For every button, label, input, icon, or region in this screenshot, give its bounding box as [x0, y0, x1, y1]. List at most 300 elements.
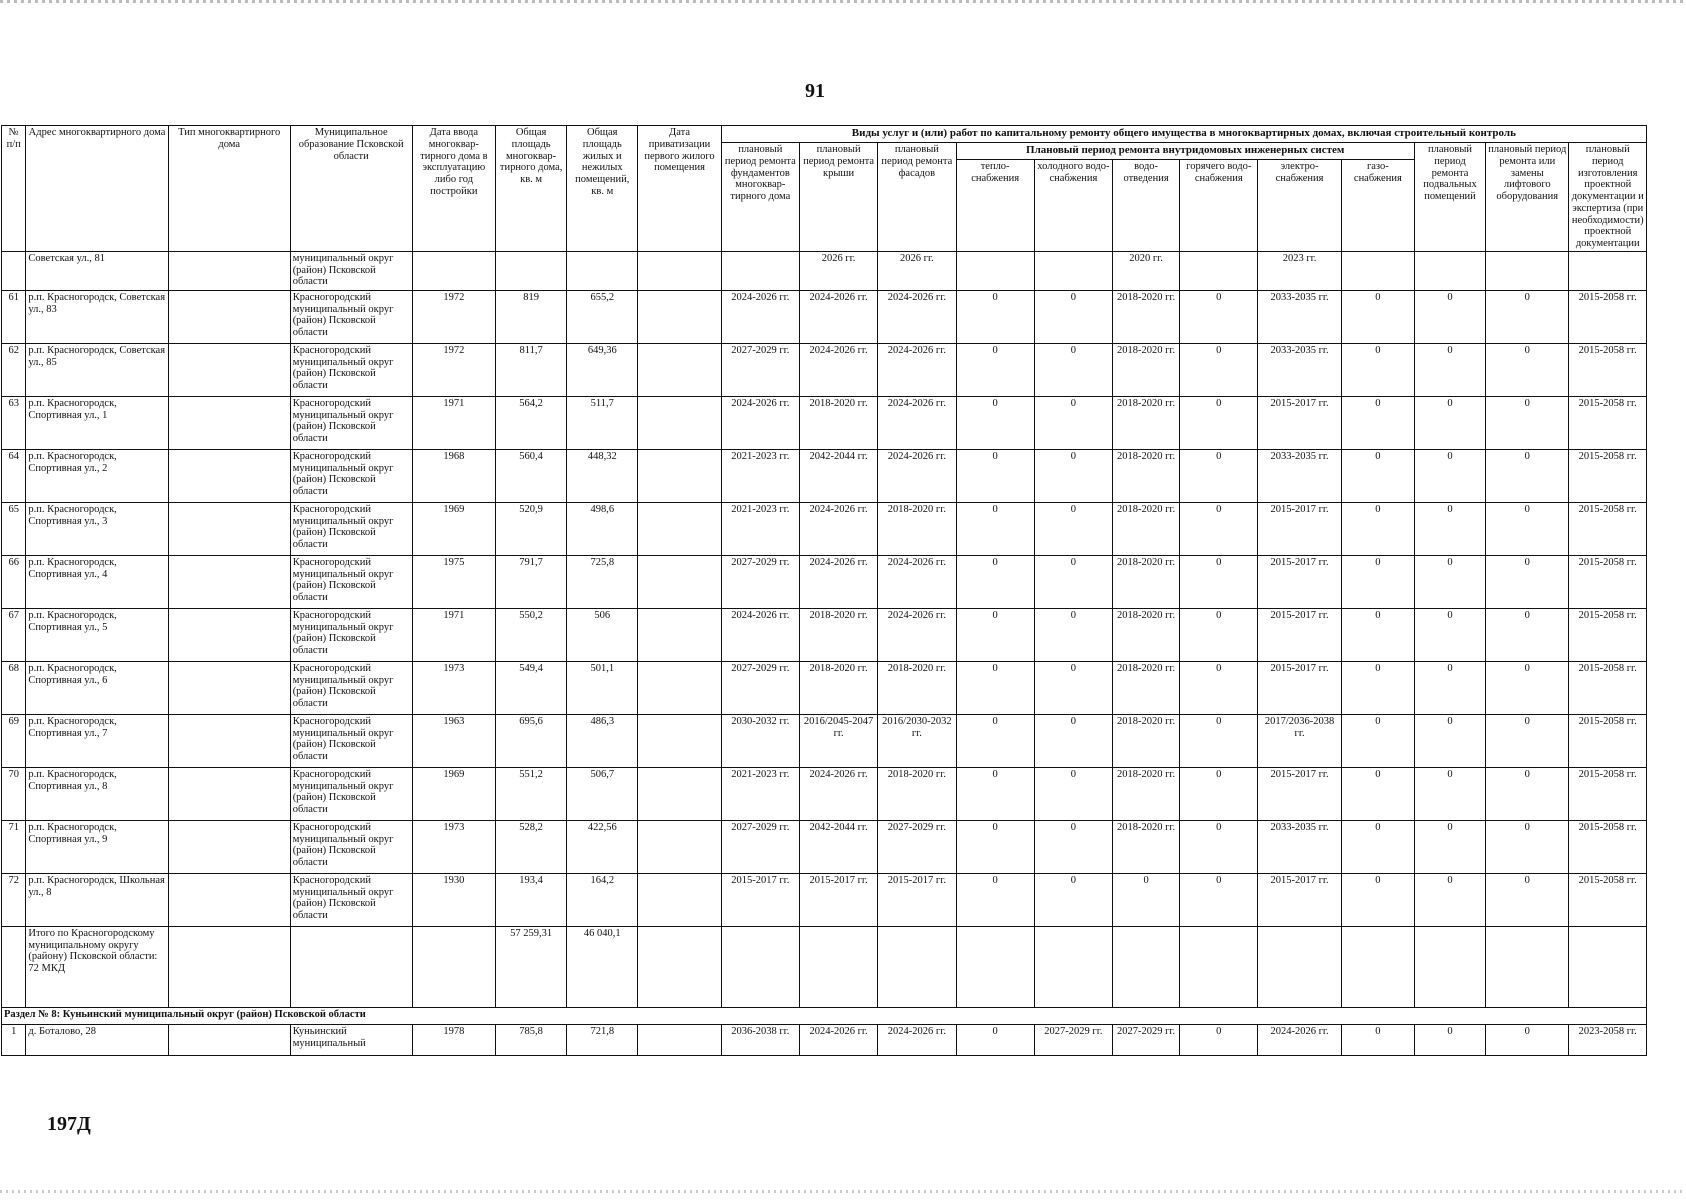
cell-foundation: 2024-2026 гг. — [721, 396, 799, 449]
cell-facade: 2027-2029 гг. — [878, 820, 956, 873]
cell-address: р.п. Красногородск, Спортивная ул., 6 — [26, 661, 168, 714]
cell-type — [168, 449, 290, 502]
cell-cold-water: 0 — [1034, 290, 1112, 343]
cell-type — [168, 714, 290, 767]
cell-roof: 2018-2020 гг. — [799, 661, 877, 714]
cell-total-area: 564,2 — [496, 396, 567, 449]
cell-num: 70 — [2, 767, 26, 820]
cell-roof: 2016/2045-2047 гг. — [799, 714, 877, 767]
cell-facade: 2024-2026 гг. — [878, 290, 956, 343]
table-header-row-1 — [2, 126, 1647, 143]
cell-municipality: Красногородский муниципальный округ (район) Псковской области — [290, 555, 412, 608]
cell-electricity: 2015-2017 гг. — [1258, 502, 1341, 555]
cell-basement: 0 — [1414, 502, 1485, 555]
cell-hot-water: 0 — [1180, 343, 1258, 396]
cell-address: р.п. Красногородск, Советская ул., 83 — [26, 290, 168, 343]
cell-num: 61 — [2, 290, 26, 343]
cell-living-area: 655,2 — [567, 290, 638, 343]
cell-basement: 0 — [1414, 555, 1485, 608]
cell-heating: 0 — [956, 396, 1034, 449]
header-works-group: Виды услуг и (или) работ по капитальному ремонту общего имущества в многоквартирных домах, включая строительный контроль — [721, 126, 1646, 143]
cell-num: 71 — [2, 820, 26, 873]
cell-roof: 2026 гг. — [799, 251, 877, 290]
cell-electricity: 2015-2017 гг. — [1258, 873, 1341, 926]
cell-facade: 2018-2020 гг. — [878, 767, 956, 820]
cell-facade: 2024-2026 гг. — [878, 449, 956, 502]
cell-year: 1971 — [412, 396, 495, 449]
table-row — [2, 449, 1647, 502]
cell-total-area: 549,4 — [496, 661, 567, 714]
cell-foundation: 2027-2029 гг. — [721, 820, 799, 873]
cell-roof: 2024-2026 гг. — [799, 767, 877, 820]
cell-basement: 0 — [1414, 820, 1485, 873]
cell-privatization — [638, 449, 721, 502]
cell-heating: 0 — [956, 714, 1034, 767]
table-row — [2, 608, 1647, 661]
cell-elevator: 0 — [1486, 714, 1569, 767]
cell-heating: 0 — [956, 1024, 1034, 1055]
cell-hot-water: 0 — [1180, 555, 1258, 608]
scan-edge-top — [0, 0, 1686, 3]
cell-foundation: 2036-2038 гг. — [721, 1024, 799, 1055]
cell-hot-water: 0 — [1180, 661, 1258, 714]
cell-cold-water: 0 — [1034, 873, 1112, 926]
cell-total-area: 785,8 — [496, 1024, 567, 1055]
cell-gas: 0 — [1341, 714, 1414, 767]
header-municipality: Муниципальное образование Псковской области — [290, 126, 412, 252]
cell-living-area: 721,8 — [567, 1024, 638, 1055]
cell-year: 1978 — [412, 1024, 495, 1055]
cell-address: р.п. Красногородск, Спортивная ул., 1 — [26, 396, 168, 449]
cell-privatization — [638, 873, 721, 926]
cell-living-area: 448,32 — [567, 449, 638, 502]
cell-gas: 0 — [1341, 502, 1414, 555]
header-gas: газо-снабжения — [1341, 159, 1414, 251]
cell-num: 64 — [2, 449, 26, 502]
cell-electricity: 2033-2035 гг. — [1258, 820, 1341, 873]
cell-elevator: 0 — [1486, 290, 1569, 343]
cell-num: 1 — [2, 1024, 26, 1055]
cell-cold-water: 0 — [1034, 502, 1112, 555]
cell-hot-water: 0 — [1180, 767, 1258, 820]
cell-sewerage: 2018-2020 гг. — [1113, 290, 1180, 343]
cell-cold-water: 0 — [1034, 714, 1112, 767]
cell-design-docs: 2015-2058 гг. — [1569, 608, 1647, 661]
table-row-section — [2, 1007, 1647, 1024]
cell-year: 1930 — [412, 873, 495, 926]
cell-year: 1973 — [412, 820, 495, 873]
table-row — [2, 873, 1647, 926]
cell-living-area: 511,7 — [567, 396, 638, 449]
cell-facade: 2024-2026 гг. — [878, 1024, 956, 1055]
cell-gas: 0 — [1341, 873, 1414, 926]
cell-total-area: 819 — [496, 290, 567, 343]
cell-privatization — [638, 502, 721, 555]
cell-elevator: 0 — [1486, 661, 1569, 714]
cell-total-area: 551,2 — [496, 767, 567, 820]
cell-hot-water: 0 — [1180, 608, 1258, 661]
cell-design-docs: 2015-2058 гг. — [1569, 502, 1647, 555]
cell-heating: 0 — [956, 555, 1034, 608]
cell-basement: 0 — [1414, 343, 1485, 396]
cell-type — [168, 555, 290, 608]
document-code: 197Д — [47, 1113, 91, 1135]
cell-electricity: 2024-2026 гг. — [1258, 1024, 1341, 1055]
cell-sewerage: 2018-2020 гг. — [1113, 714, 1180, 767]
cell-num: 69 — [2, 714, 26, 767]
cell-roof: 2042-2044 гг. — [799, 449, 877, 502]
header-systems-group: Плановый период ремонта внутридомовых инженерных систем — [956, 143, 1414, 160]
cell-basement: 0 — [1414, 608, 1485, 661]
table-row-total — [2, 926, 1647, 1007]
header-commission-date: Дата ввода многоквар-тирного дома в эксплуатацию либо год постройки — [412, 126, 495, 252]
cell-electricity: 2015-2017 гг. — [1258, 661, 1341, 714]
cell-design-docs: 2015-2058 гг. — [1569, 661, 1647, 714]
table-row — [2, 343, 1647, 396]
cell-gas: 0 — [1341, 661, 1414, 714]
cell-year: 1973 — [412, 661, 495, 714]
cell-foundation: 2021-2023 гг. — [721, 502, 799, 555]
cell-sewerage: 2018-2020 гг. — [1113, 555, 1180, 608]
cell-total-area: 528,2 — [496, 820, 567, 873]
cell-heating: 0 — [956, 661, 1034, 714]
table-row — [2, 820, 1647, 873]
cell-hot-water: 0 — [1180, 1024, 1258, 1055]
cell-num: 67 — [2, 608, 26, 661]
cell-roof: 2015-2017 гг. — [799, 873, 877, 926]
cell-electricity: 2033-2035 гг. — [1258, 449, 1341, 502]
cell-basement: 0 — [1414, 290, 1485, 343]
cell-municipality: Красногородский муниципальный округ (район) Псковской области — [290, 449, 412, 502]
header-basement: плановый период ремонта подвальных помещений — [1414, 143, 1485, 252]
cell-design-docs: 2015-2058 гг. — [1569, 449, 1647, 502]
cell-elevator: 0 — [1486, 873, 1569, 926]
cell-facade: 2016/2030-2032 гг. — [878, 714, 956, 767]
cell-address: Советская ул., 81 — [26, 251, 168, 290]
table-row-continued — [2, 251, 1647, 290]
header-design-docs: плановый период изготовления проектной документации и экспертиза (при необходимости) проектной документации — [1569, 143, 1647, 252]
cell-privatization — [638, 661, 721, 714]
cell-gas: 0 — [1341, 396, 1414, 449]
cell-sewerage: 2018-2020 гг. — [1113, 820, 1180, 873]
cell-total-area: 791,7 — [496, 555, 567, 608]
header-living-area: Общая площадь жилых и нежилых помещений, кв. м — [567, 126, 638, 252]
cell-total-area: 193,4 — [496, 873, 567, 926]
cell-cold-water: 0 — [1034, 555, 1112, 608]
cell-elevator: 0 — [1486, 767, 1569, 820]
cell-address: р.п. Красногородск, Спортивная ул., 5 — [26, 608, 168, 661]
cell-municipality: Красногородский муниципальный округ (район) Псковской области — [290, 343, 412, 396]
table-row — [2, 1024, 1647, 1055]
cell-type — [168, 343, 290, 396]
cell-type — [168, 767, 290, 820]
table-row — [2, 396, 1647, 449]
cell-cold-water: 0 — [1034, 449, 1112, 502]
cell-address: р.п. Красногородск, Спортивная ул., 2 — [26, 449, 168, 502]
cell-privatization — [638, 767, 721, 820]
cell-foundation: 2027-2029 гг. — [721, 555, 799, 608]
cell-facade: 2024-2026 гг. — [878, 396, 956, 449]
cell-heating: 0 — [956, 343, 1034, 396]
cell-elevator: 0 — [1486, 608, 1569, 661]
cell-total-area: 560,4 — [496, 449, 567, 502]
cell-electricity: 2015-2017 гг. — [1258, 608, 1341, 661]
cell-design-docs: 2015-2058 гг. — [1569, 343, 1647, 396]
cell-roof: 2018-2020 гг. — [799, 396, 877, 449]
cell-foundation: 2021-2023 гг. — [721, 449, 799, 502]
cell-cold-water: 0 — [1034, 820, 1112, 873]
cell-cold-water: 0 — [1034, 661, 1112, 714]
cell-heating: 0 — [956, 820, 1034, 873]
cell-municipality: Красногородский муниципальный округ (район) Псковской области — [290, 714, 412, 767]
cell-num: 72 — [2, 873, 26, 926]
header-hot-water: горячего водо-снабжения — [1180, 159, 1258, 251]
cell-num: 63 — [2, 396, 26, 449]
cell-living-area: 649,36 — [567, 343, 638, 396]
cell-foundation: 2024-2026 гг. — [721, 290, 799, 343]
cell-design-docs: 2015-2058 гг. — [1569, 767, 1647, 820]
cell-address: р.п. Красногородск, Спортивная ул., 3 — [26, 502, 168, 555]
cell-municipality: Красногородский муниципальный округ (район) Псковской области — [290, 820, 412, 873]
cell-hot-water: 0 — [1180, 873, 1258, 926]
cell-total-area: 550,2 — [496, 608, 567, 661]
cell-design-docs: 2015-2058 гг. — [1569, 290, 1647, 343]
cell-total-area: 811,7 — [496, 343, 567, 396]
cell-living-area: 725,8 — [567, 555, 638, 608]
cell-design-docs: 2015-2058 гг. — [1569, 396, 1647, 449]
cell-sewerage: 2018-2020 гг. — [1113, 608, 1180, 661]
cell-roof: 2024-2026 гг. — [799, 502, 877, 555]
section-label: Раздел № 8: Куньинский муниципальный округ (район) Псковской области — [2, 1007, 1647, 1024]
cell-heating: 0 — [956, 767, 1034, 820]
cell-hot-water: 0 — [1180, 290, 1258, 343]
cell-sewerage: 2018-2020 гг. — [1113, 502, 1180, 555]
cell-cold-water: 0 — [1034, 767, 1112, 820]
cell-privatization — [638, 820, 721, 873]
cell-municipality: Красногородский муниципальный округ (район) Псковской области — [290, 396, 412, 449]
cell-basement: 0 — [1414, 661, 1485, 714]
cell-sewerage: 2027-2029 гг. — [1113, 1024, 1180, 1055]
cell-address: р.п. Красногородск, Спортивная ул., 9 — [26, 820, 168, 873]
cell-living-area: 501,1 — [567, 661, 638, 714]
header-total-area: Общая площадь многоквар-тирного дома, кв. м — [496, 126, 567, 252]
cell-sewerage: 2018-2020 гг. — [1113, 767, 1180, 820]
cell-design-docs: 2015-2058 гг. — [1569, 714, 1647, 767]
table-row — [2, 555, 1647, 608]
cell-sewerage: 2018-2020 гг. — [1113, 343, 1180, 396]
table-row — [2, 661, 1647, 714]
cell-electricity: 2033-2035 гг. — [1258, 290, 1341, 343]
cell-roof: 2024-2026 гг. — [799, 343, 877, 396]
cell-hot-water: 0 — [1180, 820, 1258, 873]
cell-living-area: 164,2 — [567, 873, 638, 926]
cell-facade: 2026 гг. — [878, 251, 956, 290]
cell-municipality: Красногородский муниципальный округ (район) Псковской области — [290, 873, 412, 926]
cell-sewerage: 2018-2020 гг. — [1113, 449, 1180, 502]
header-privatization-date: Дата приватизации первого жилого помещения — [638, 126, 721, 252]
cell-heating: 0 — [956, 449, 1034, 502]
cell-address: р.п. Красногородск, Спортивная ул., 4 — [26, 555, 168, 608]
table-row — [2, 714, 1647, 767]
total-living-area: 46 040,1 — [567, 926, 638, 1007]
cell-privatization — [638, 555, 721, 608]
header-sewerage: водо-отведения — [1113, 159, 1180, 251]
cell-cold-water: 2027-2029 гг. — [1034, 1024, 1112, 1055]
cell-hot-water: 0 — [1180, 714, 1258, 767]
cell-design-docs: 2015-2058 гг. — [1569, 820, 1647, 873]
cell-sewerage: 2018-2020 гг. — [1113, 396, 1180, 449]
total-area: 57 259,31 — [496, 926, 567, 1007]
cell-num: 65 — [2, 502, 26, 555]
cell-sewerage: 0 — [1113, 873, 1180, 926]
cell-gas: 0 — [1341, 555, 1414, 608]
cell-living-area: 506,7 — [567, 767, 638, 820]
cell-elevator: 0 — [1486, 396, 1569, 449]
cell-municipality: Куньинский муниципальный — [290, 1024, 412, 1055]
cell-roof: 2042-2044 гг. — [799, 820, 877, 873]
cell-foundation: 2024-2026 гг. — [721, 608, 799, 661]
cell-elevator: 0 — [1486, 820, 1569, 873]
cell-foundation: 2015-2017 гг. — [721, 873, 799, 926]
cell-type — [168, 608, 290, 661]
cell-electricity: 2023 гг. — [1258, 251, 1341, 290]
cell-num: 66 — [2, 555, 26, 608]
cell-privatization — [638, 343, 721, 396]
cell-privatization — [638, 1024, 721, 1055]
cell-facade: 2015-2017 гг. — [878, 873, 956, 926]
cell-living-area: 422,56 — [567, 820, 638, 873]
cell-roof: 2018-2020 гг. — [799, 608, 877, 661]
cell-year: 1969 — [412, 502, 495, 555]
header-roof: плановый период ремонта крыши — [799, 143, 877, 252]
cell-num: 68 — [2, 661, 26, 714]
cell-year: 1972 — [412, 290, 495, 343]
cell-municipality: Красногородский муниципальный округ (район) Псковской области — [290, 608, 412, 661]
cell-year: 1971 — [412, 608, 495, 661]
cell-gas: 0 — [1341, 767, 1414, 820]
cell-heating: 0 — [956, 608, 1034, 661]
cell-elevator: 0 — [1486, 343, 1569, 396]
cell-roof: 2024-2026 гг. — [799, 1024, 877, 1055]
cell-address: р.п. Красногородск, Спортивная ул., 7 — [26, 714, 168, 767]
cell-type — [168, 820, 290, 873]
cell-year: 1972 — [412, 343, 495, 396]
cell-basement: 0 — [1414, 1024, 1485, 1055]
cell-electricity: 2015-2017 гг. — [1258, 767, 1341, 820]
cell-facade: 2018-2020 гг. — [878, 502, 956, 555]
cell-foundation: 2030-2032 гг. — [721, 714, 799, 767]
cell-elevator: 0 — [1486, 449, 1569, 502]
header-cold-water: холодного водо-снабжения — [1034, 159, 1112, 251]
cell-type — [168, 661, 290, 714]
cell-type — [168, 873, 290, 926]
cell-municipality: Красногородский муниципальный округ (район) Псковской области — [290, 661, 412, 714]
cell-gas: 0 — [1341, 449, 1414, 502]
cell-heating: 0 — [956, 502, 1034, 555]
table-body-rows — [2, 290, 1647, 926]
cell-elevator: 0 — [1486, 502, 1569, 555]
cell-year: 1969 — [412, 767, 495, 820]
cell-electricity: 2033-2035 гг. — [1258, 343, 1341, 396]
cell-facade: 2024-2026 гг. — [878, 555, 956, 608]
cell-cold-water: 0 — [1034, 608, 1112, 661]
cell-gas: 0 — [1341, 343, 1414, 396]
cell-facade: 2018-2020 гг. — [878, 661, 956, 714]
cell-roof: 2024-2026 гг. — [799, 555, 877, 608]
table-row — [2, 502, 1647, 555]
cell-electricity: 2017/2036-2038 гг. — [1258, 714, 1341, 767]
header-foundation: плановый период ремонта фундаментов многоквар-тирного дома — [721, 143, 799, 252]
cell-basement: 0 — [1414, 396, 1485, 449]
cell-address: р.п. Красногородск, Спортивная ул., 8 — [26, 767, 168, 820]
cell-facade: 2024-2026 гг. — [878, 608, 956, 661]
cell-sewerage: 2020 гг. — [1113, 251, 1180, 290]
cell-design-docs: 2023-2058 гг. — [1569, 1024, 1647, 1055]
cell-type — [168, 502, 290, 555]
cell-hot-water: 0 — [1180, 396, 1258, 449]
header-heating: тепло-снабжения — [956, 159, 1034, 251]
cell-privatization — [638, 714, 721, 767]
header-electricity: электро-снабжения — [1258, 159, 1341, 251]
cell-design-docs: 2015-2058 гг. — [1569, 873, 1647, 926]
cell-electricity: 2015-2017 гг. — [1258, 396, 1341, 449]
cell-municipality: Красногородский муниципальный округ (район) Псковской области — [290, 290, 412, 343]
cell-living-area: 498,6 — [567, 502, 638, 555]
table-row — [2, 767, 1647, 820]
cell-foundation: 2027-2029 гг. — [721, 343, 799, 396]
cell-foundation: 2021-2023 гг. — [721, 767, 799, 820]
cell-type — [168, 290, 290, 343]
cell-elevator: 0 — [1486, 1024, 1569, 1055]
cell-privatization — [638, 290, 721, 343]
cell-hot-water: 0 — [1180, 449, 1258, 502]
cell-sewerage: 2018-2020 гг. — [1113, 661, 1180, 714]
cell-address: р.п. Красногородск, Школьная ул., 8 — [26, 873, 168, 926]
cell-privatization — [638, 396, 721, 449]
page-number: 91 — [805, 80, 825, 102]
cell-address: р.п. Красногородск, Советская ул., 85 — [26, 343, 168, 396]
cell-gas: 0 — [1341, 290, 1414, 343]
cell-gas: 0 — [1341, 608, 1414, 661]
cell-num: 62 — [2, 343, 26, 396]
scan-edge-bottom — [0, 1190, 1686, 1193]
cell-year: 1975 — [412, 555, 495, 608]
cell-total-area: 520,9 — [496, 502, 567, 555]
cell-type — [168, 396, 290, 449]
cell-municipality: Красногородский муниципальный округ (район) Псковской области — [290, 767, 412, 820]
total-label: Итого по Красногородскому муниципальному округу (району) Псковской области: 72 МКД — [26, 926, 168, 1007]
cell-cold-water: 0 — [1034, 396, 1112, 449]
cell-basement: 0 — [1414, 873, 1485, 926]
cell-heating: 0 — [956, 290, 1034, 343]
table-row — [2, 290, 1647, 343]
cell-gas: 0 — [1341, 820, 1414, 873]
header-type: Тип многоквартирного дома — [168, 126, 290, 252]
cell-hot-water: 0 — [1180, 502, 1258, 555]
cell-basement: 0 — [1414, 767, 1485, 820]
cell-elevator: 0 — [1486, 555, 1569, 608]
cell-heating: 0 — [956, 873, 1034, 926]
cell-living-area: 486,3 — [567, 714, 638, 767]
cell-living-area: 506 — [567, 608, 638, 661]
cell-facade: 2024-2026 гг. — [878, 343, 956, 396]
cell-year: 1963 — [412, 714, 495, 767]
cell-year: 1968 — [412, 449, 495, 502]
cell-address: д. Боталово, 28 — [26, 1024, 168, 1055]
cell-design-docs: 2015-2058 гг. — [1569, 555, 1647, 608]
header-num: № п/п — [2, 126, 26, 252]
cell-foundation: 2027-2029 гг. — [721, 661, 799, 714]
